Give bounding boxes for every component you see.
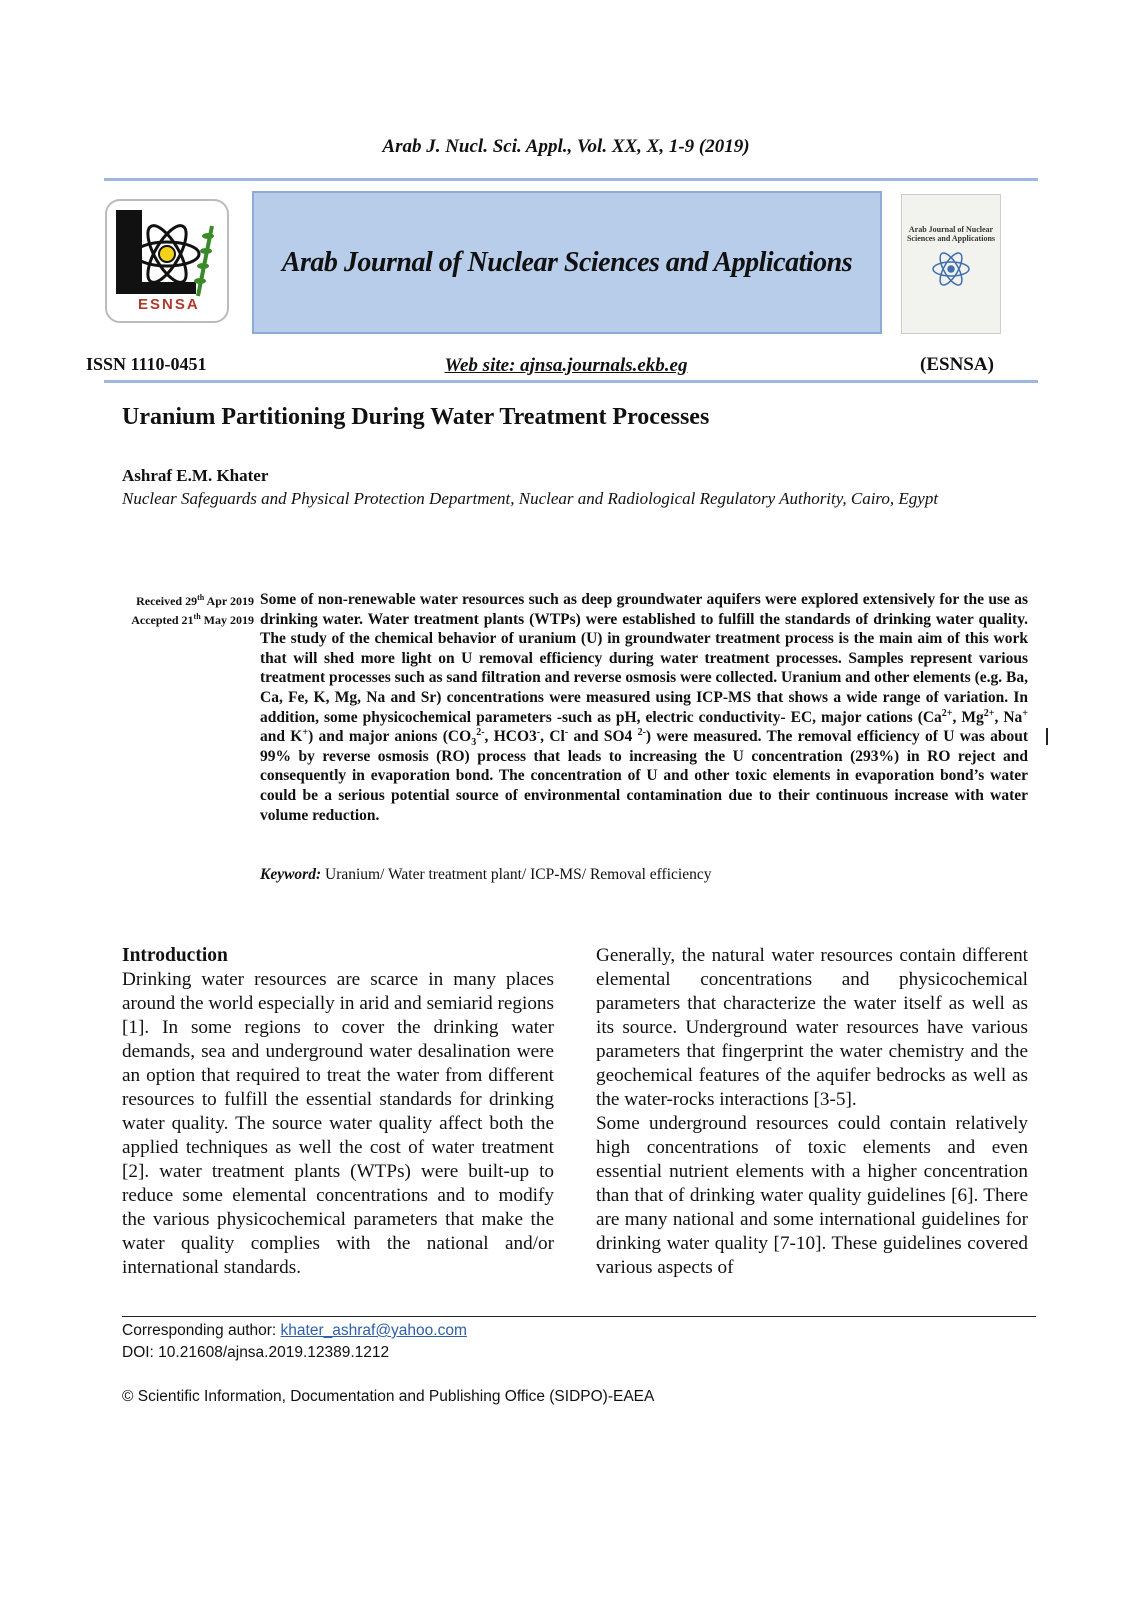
cover-title: Arab Journal of Nuclear Sciences and Applications (906, 225, 995, 243)
atom-icon (926, 249, 976, 289)
journal-banner (252, 191, 882, 334)
keywords-label: Keyword: (260, 866, 322, 883)
abstract: Some of non-renewable water resources such as deep groundwater aquifers were explored extensively for the use as drinking water. Water treatment plants (WTPs) were established to fulfill the standards of drinking water quality. The study of the chemical behavior of uranium (U) in groundwater treatment process is the main aim of this work that will shed more light on U removal efficiency during water treatment processes. Samples represent various treatment processes such as sand filtration and reverse osmosis were collected. Uranium and other elements (e.g. Ba, Ca, Fe, K, Mg, Na and Sr) concentrations were measured using ICP-MS that shows a wide range of variation. In addition, some physicochemical parameters -such as pH, electric conductivity- EC, major cations ($Ca^{2+}$, $Mg^{2+}$, Na+ and K+) and major anions ($CO_3^{2-}$, HCO3-, Cl- and SO4 $^{2-}$) were measured. The removal efficiency of U was about 99% by reverse osmosis (RO) process that leads to increasing the U concentration (293%) in RO reject and consequently in evaporation bond. The concentration of U and other toxic elements in evaporation bond’s water could be a serious potential source of environmental contamination due to their continuous increase with water volume reduction. (260, 591, 1029, 824)
footnote-rule (122, 1316, 1036, 1317)
issn: ISSN 1110-0451 (86, 354, 207, 374)
intro-paragraph-3: Some underground resources could contain relatively high concentrations of toxic elements and even essential nutrient elements with a higher concentration than that of drinking water quality guidelines [6]. There are many national and some international guidelines for drinking water quality [7-10]. These guidelines covered various aspects of (596, 1113, 1028, 1278)
society-acronym: (ESNSA) (920, 354, 994, 375)
footnote (122, 1320, 467, 1364)
esnsa-logo (102, 196, 232, 326)
journal-citation: Arab J. Nucl. Sci. Appl., Vol. XX, X, 1-9 (2019) (382, 136, 750, 157)
logo-text: ESNSA (138, 296, 200, 313)
copyright: © Scientific Information, Documentation and Publishing Office (SIDPO)-EAEA (122, 1388, 655, 1405)
article-title: Uranium Partitioning During Water Treatment Processes (122, 404, 710, 430)
doi: DOI: 10.21608/ajnsa.2019.12389.1212 (122, 1344, 390, 1361)
body-column-left (122, 944, 554, 1280)
author-name: Ashraf E.M. Khater (122, 466, 269, 485)
header-rule-top (104, 178, 1038, 181)
keywords-list: Uranium/ Water treatment plant/ ICP-MS/ Removal efficiency (321, 866, 712, 883)
corresponding-author: Corresponding author: khater_ashraf@yahoo.com (122, 1322, 467, 1339)
received-date: Received 29th Apr 2019 (136, 593, 254, 608)
header-rule-bottom (104, 380, 1038, 383)
intro-paragraph-1: Drinking water resources are scarce in many places around the world especially in arid and semiarid regions [1]. In some regions to cover the drinking water demands, sea and underground water desalination were an option that required to treat the water from different resources to fulfill the essential standards for drinking water quality. The source water quality affect both the applied techniques as well the cost of water treatment [2]. water treatment plants (WTPs) were built-up to reduce some elemental concentrations and to modify the various physicochemical parameters that make the water quality complies with the national and/or international standards. (122, 969, 554, 1278)
author-email-link[interactable]: khater_ashraf@yahoo.com (280, 1322, 467, 1339)
journal-cover-thumbnail (901, 194, 1001, 334)
banner-title: Arab Journal of Nuclear Sciences and Applications (281, 246, 853, 278)
website-link[interactable]: Web site: ajnsa.journals.ekb.eg (444, 355, 688, 376)
author-affiliation: Nuclear Safeguards and Physical Protection Department, Nuclear and Radiological Regulatory Authority, Cairo, Egypt (122, 489, 939, 508)
intro-paragraph-2: Generally, the natural water resources contain different elemental concentrations and physicochemical parameters that characterize the water itself as well as its source. Underground water resources have various parameters that fingerprint the water chemistry and the geochemical features of the aquifer bedrocks as well as the water-rocks interactions [3-5]. (596, 945, 1028, 1110)
section-heading-introduction: Introduction (122, 945, 228, 966)
body-column-right (596, 944, 1028, 1280)
accepted-date: Accepted 21th May 2019 (131, 612, 254, 627)
keywords (260, 866, 711, 884)
text-cursor (1046, 728, 1048, 745)
article-dates (104, 590, 254, 628)
